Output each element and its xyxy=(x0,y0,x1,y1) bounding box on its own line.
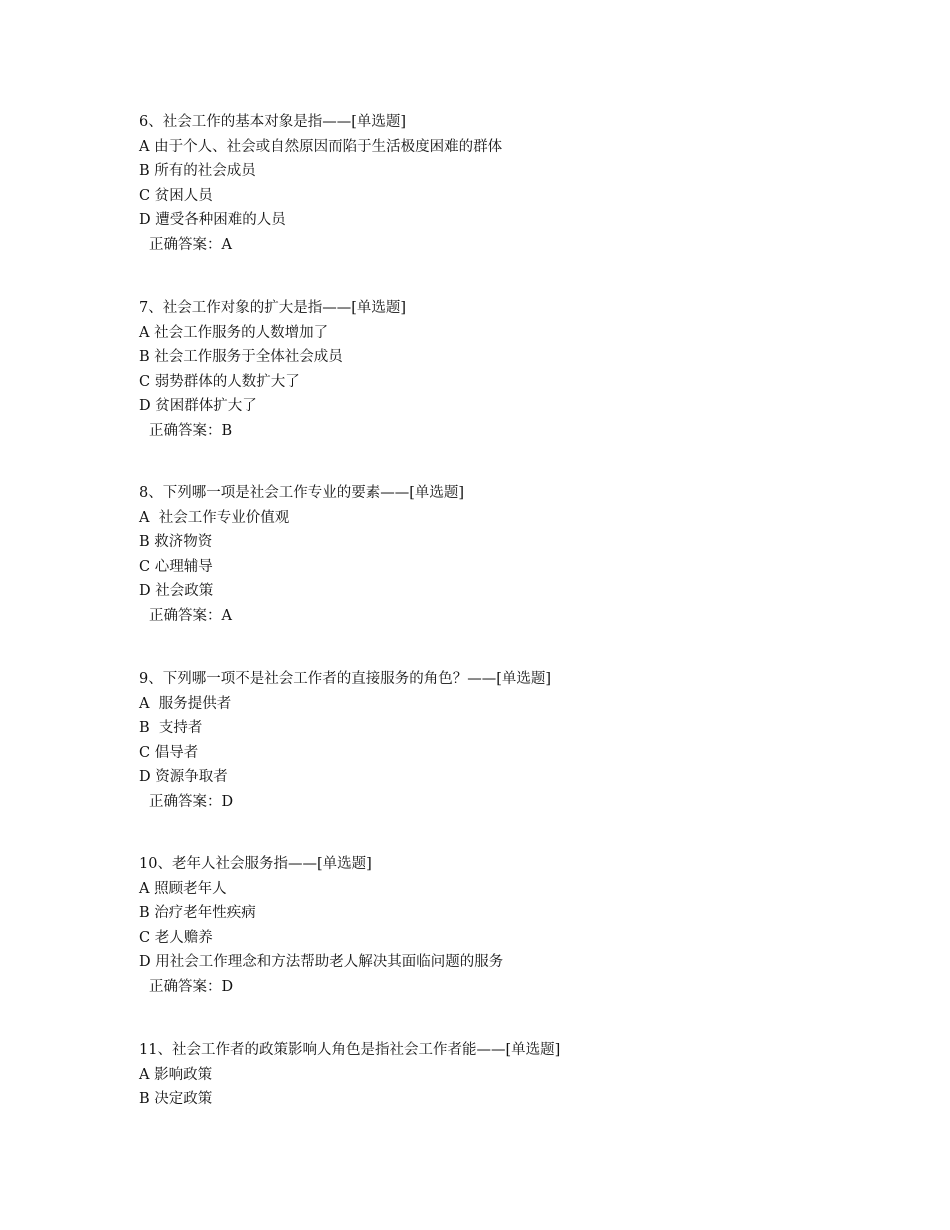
question-stem: 9、下列哪一项不是社会工作者的直接服务的角色？——[单选题] xyxy=(139,671,552,687)
option-b: B 决定政策 xyxy=(139,1091,213,1107)
option-c: C 老人赡养 xyxy=(139,929,213,946)
option-d: D 社会政策 xyxy=(139,583,214,599)
option-a: A 由于个人、社会或自然原因而陷于生活极度困难的群体 xyxy=(139,138,503,155)
correct-answer: 正确答案：D xyxy=(149,793,234,810)
option-d: D 资源争取者 xyxy=(139,769,228,785)
option-a: A 社会工作专业价值观 xyxy=(139,509,290,526)
option-c: C 倡导者 xyxy=(139,744,199,761)
correct-answer: 正确答案：B xyxy=(149,422,233,439)
correct-answer: 正确答案：D xyxy=(149,978,234,995)
question-stem: 8、下列哪一项是社会工作专业的要素——[单选题] xyxy=(139,485,465,501)
question-stem: 6、社会工作的基本对象是指——[单选题] xyxy=(139,114,407,130)
correct-answer: 正确答案：A xyxy=(149,236,232,253)
option-b: B 所有的社会成员 xyxy=(139,163,256,179)
option-a: A 照顾老年人 xyxy=(139,880,227,897)
correct-answer: 正确答案：A xyxy=(149,607,232,624)
question-stem: 11、社会工作者的政策影响人角色是指社会工作者能——[单选题] xyxy=(139,1042,561,1058)
question-10 xyxy=(139,852,839,999)
option-b: B 社会工作服务于全体社会成员 xyxy=(139,349,343,365)
question-6 xyxy=(139,110,839,257)
option-d: D 贫困群体扩大了 xyxy=(139,398,257,414)
question-11 xyxy=(139,1038,839,1112)
option-a: A 影响政策 xyxy=(139,1066,213,1083)
question-stem: 7、社会工作对象的扩大是指——[单选题] xyxy=(139,300,407,316)
option-b: B 支持者 xyxy=(139,720,203,736)
option-c: C 心理辅导 xyxy=(139,558,213,575)
question-8 xyxy=(139,481,839,628)
option-b: B 治疗老年性疾病 xyxy=(139,905,256,921)
option-a: A 社会工作服务的人数增加了 xyxy=(139,324,329,341)
option-c: C 贫困人员 xyxy=(139,187,213,204)
option-a: A 服务提供者 xyxy=(139,695,232,712)
question-stem: 10、老年人社会服务指——[单选题] xyxy=(139,856,372,872)
option-b: B 救济物资 xyxy=(139,534,213,550)
question-7 xyxy=(139,296,839,443)
question-9 xyxy=(139,667,839,814)
option-d: D 遭受各种困难的人员 xyxy=(139,212,286,228)
option-c: C 弱势群体的人数扩大了 xyxy=(139,373,300,390)
option-d: D 用社会工作理念和方法帮助老人解决其面临问题的服务 xyxy=(139,954,504,970)
